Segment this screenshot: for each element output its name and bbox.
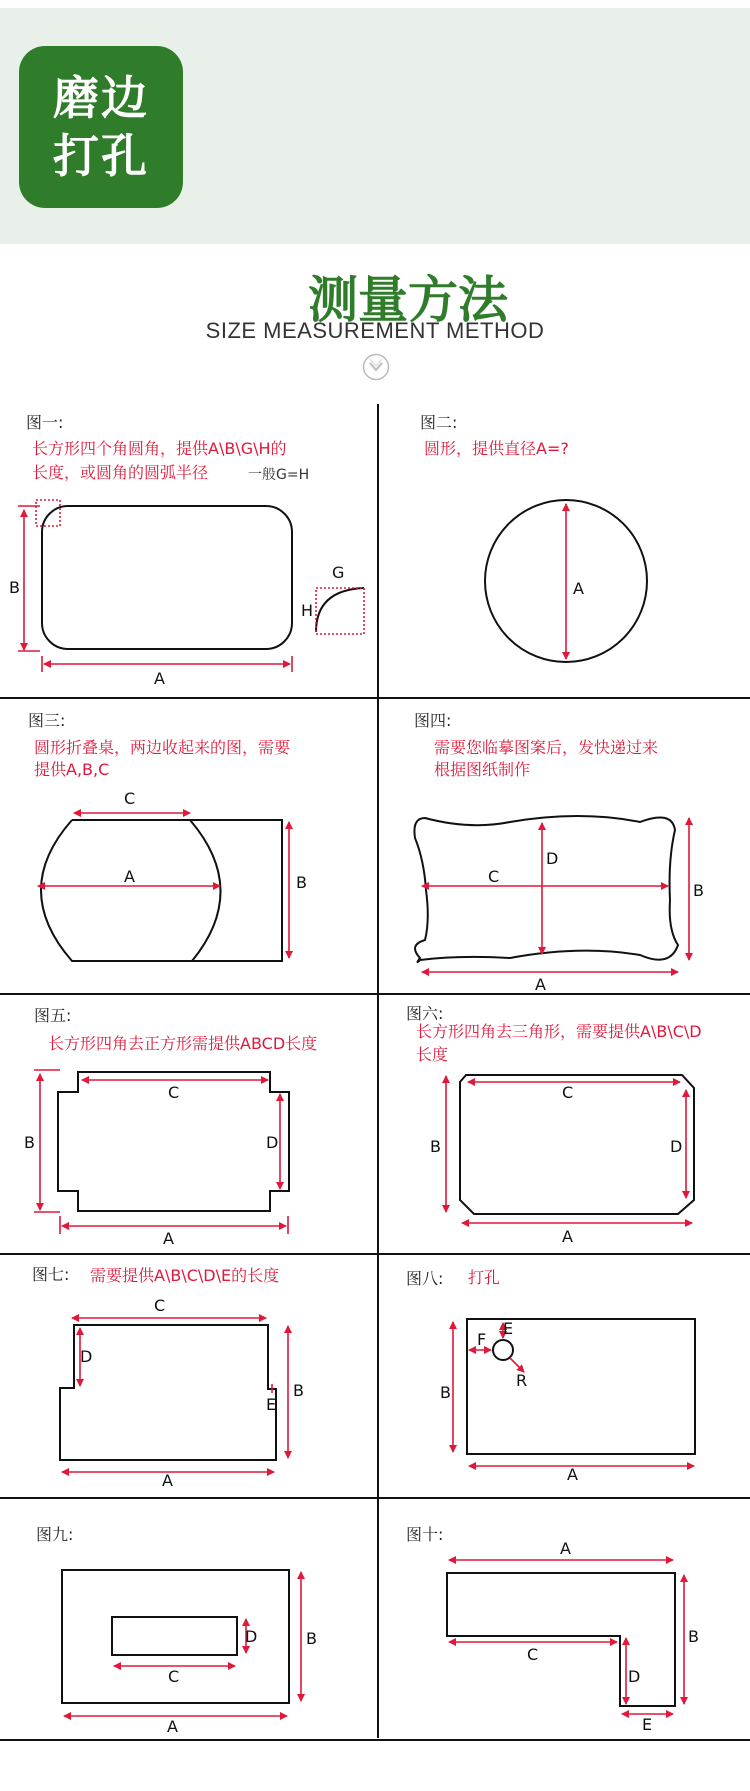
dim-label: A (560, 1539, 571, 1558)
fig10-l-shape (447, 1573, 675, 1706)
fig1-desc-1: 长方形四个角圆角，提供A\B\G\H的 (32, 439, 287, 458)
dim-label: B (440, 1383, 451, 1402)
dim-label: C (527, 1645, 539, 1664)
fig3-desc-2: 提供A,B,C (34, 760, 110, 779)
fig3-folding-table (41, 820, 282, 961)
dim-label: H (301, 601, 314, 620)
dim-label: B (9, 578, 20, 597)
dim-label: A (167, 1717, 178, 1736)
fig8-hole (493, 1340, 513, 1360)
fig2-label: 图二: (420, 413, 458, 432)
section-title-cn: 测量方法 (308, 271, 508, 329)
fig8-desc-1: 打孔 (468, 1268, 501, 1287)
dim-label: A (535, 975, 546, 994)
dim-label: B (293, 1381, 304, 1400)
fig4-custom-shape (414, 816, 678, 962)
fig5-label: 图五: (34, 1006, 72, 1025)
dim-label: C (154, 1296, 166, 1315)
dim-label: R (516, 1371, 528, 1390)
dim-label: B (24, 1133, 35, 1152)
dim-label: C (168, 1667, 180, 1686)
dim-label: A (154, 669, 165, 688)
fig9-inner-rect (112, 1617, 237, 1655)
badge-line-2: 打孔 (53, 129, 149, 183)
fig1-rounded-rect (42, 506, 292, 649)
fig6-desc-1: 长方形四角去三角形，需要提供A\B\C\D (416, 1022, 702, 1041)
section-title-en: SIZE MEASUREMENT METHOD (205, 318, 545, 343)
dim-label: C (168, 1083, 180, 1102)
dim-label: E (642, 1715, 653, 1734)
dim-label: A (163, 1229, 174, 1248)
fig1-note: 一般G=H (248, 467, 310, 483)
dim-label: C (562, 1083, 574, 1102)
dim-label: B (688, 1627, 699, 1646)
dim-label: D (628, 1667, 641, 1686)
dim-label: A (562, 1227, 573, 1246)
fig6-chamfered-rect (460, 1075, 694, 1214)
fig4-desc-1: 需要您临摹图案后，发快递过来 (434, 738, 659, 757)
dim-label: B (306, 1629, 317, 1648)
dim-label: D (266, 1133, 279, 1152)
fig6-desc-2: 长度 (416, 1045, 449, 1064)
fig6-label: 图六: (406, 1004, 444, 1023)
fig9-label: 图九: (36, 1525, 74, 1544)
fig10-label: 图十: (406, 1525, 444, 1544)
dim-label: A (124, 867, 135, 886)
fig5-desc-1: 长方形四角去正方形需提供ABCD长度 (48, 1034, 318, 1053)
dim-label: B (296, 873, 307, 892)
dim-label: C (488, 867, 500, 886)
dim-label: B (430, 1137, 441, 1156)
dim-label: E (503, 1319, 514, 1338)
fig4-desc-2: 根据图纸制作 (434, 760, 531, 779)
fig3-label: 图三: (28, 711, 66, 730)
dim-label: A (573, 579, 584, 598)
fig7-label: 图七: (32, 1265, 70, 1284)
fig2-desc-1: 圆形，提供直径A=? (424, 439, 569, 458)
fig3-desc-1: 圆形折叠桌，两边收起来的图，需要 (34, 738, 291, 757)
dim-label: E (266, 1395, 277, 1414)
dim-label: A (162, 1471, 173, 1490)
dim-label: B (693, 881, 704, 900)
badge-line-1: 磨边 (53, 71, 149, 125)
fig7-desc-1: 需要提供A\B\C\D\E的长度 (90, 1266, 280, 1285)
dim-label: D (245, 1627, 258, 1646)
dim-label: G (332, 563, 345, 582)
fig1-corner-arc (316, 588, 364, 632)
dim-label: F (477, 1330, 487, 1349)
dim-label: D (546, 849, 559, 868)
dim-label: D (80, 1347, 93, 1366)
fig8-label: 图八: (406, 1269, 444, 1288)
fig7-shape (60, 1325, 276, 1460)
fig1-desc-2: 长度，或圆角的圆弧半径 (32, 463, 209, 482)
dim-label: D (670, 1137, 683, 1156)
fig1-label: 图一: (26, 413, 64, 432)
fig4-label: 图四: (414, 711, 452, 730)
dim-label: A (567, 1465, 578, 1484)
dim-label: C (124, 789, 136, 808)
